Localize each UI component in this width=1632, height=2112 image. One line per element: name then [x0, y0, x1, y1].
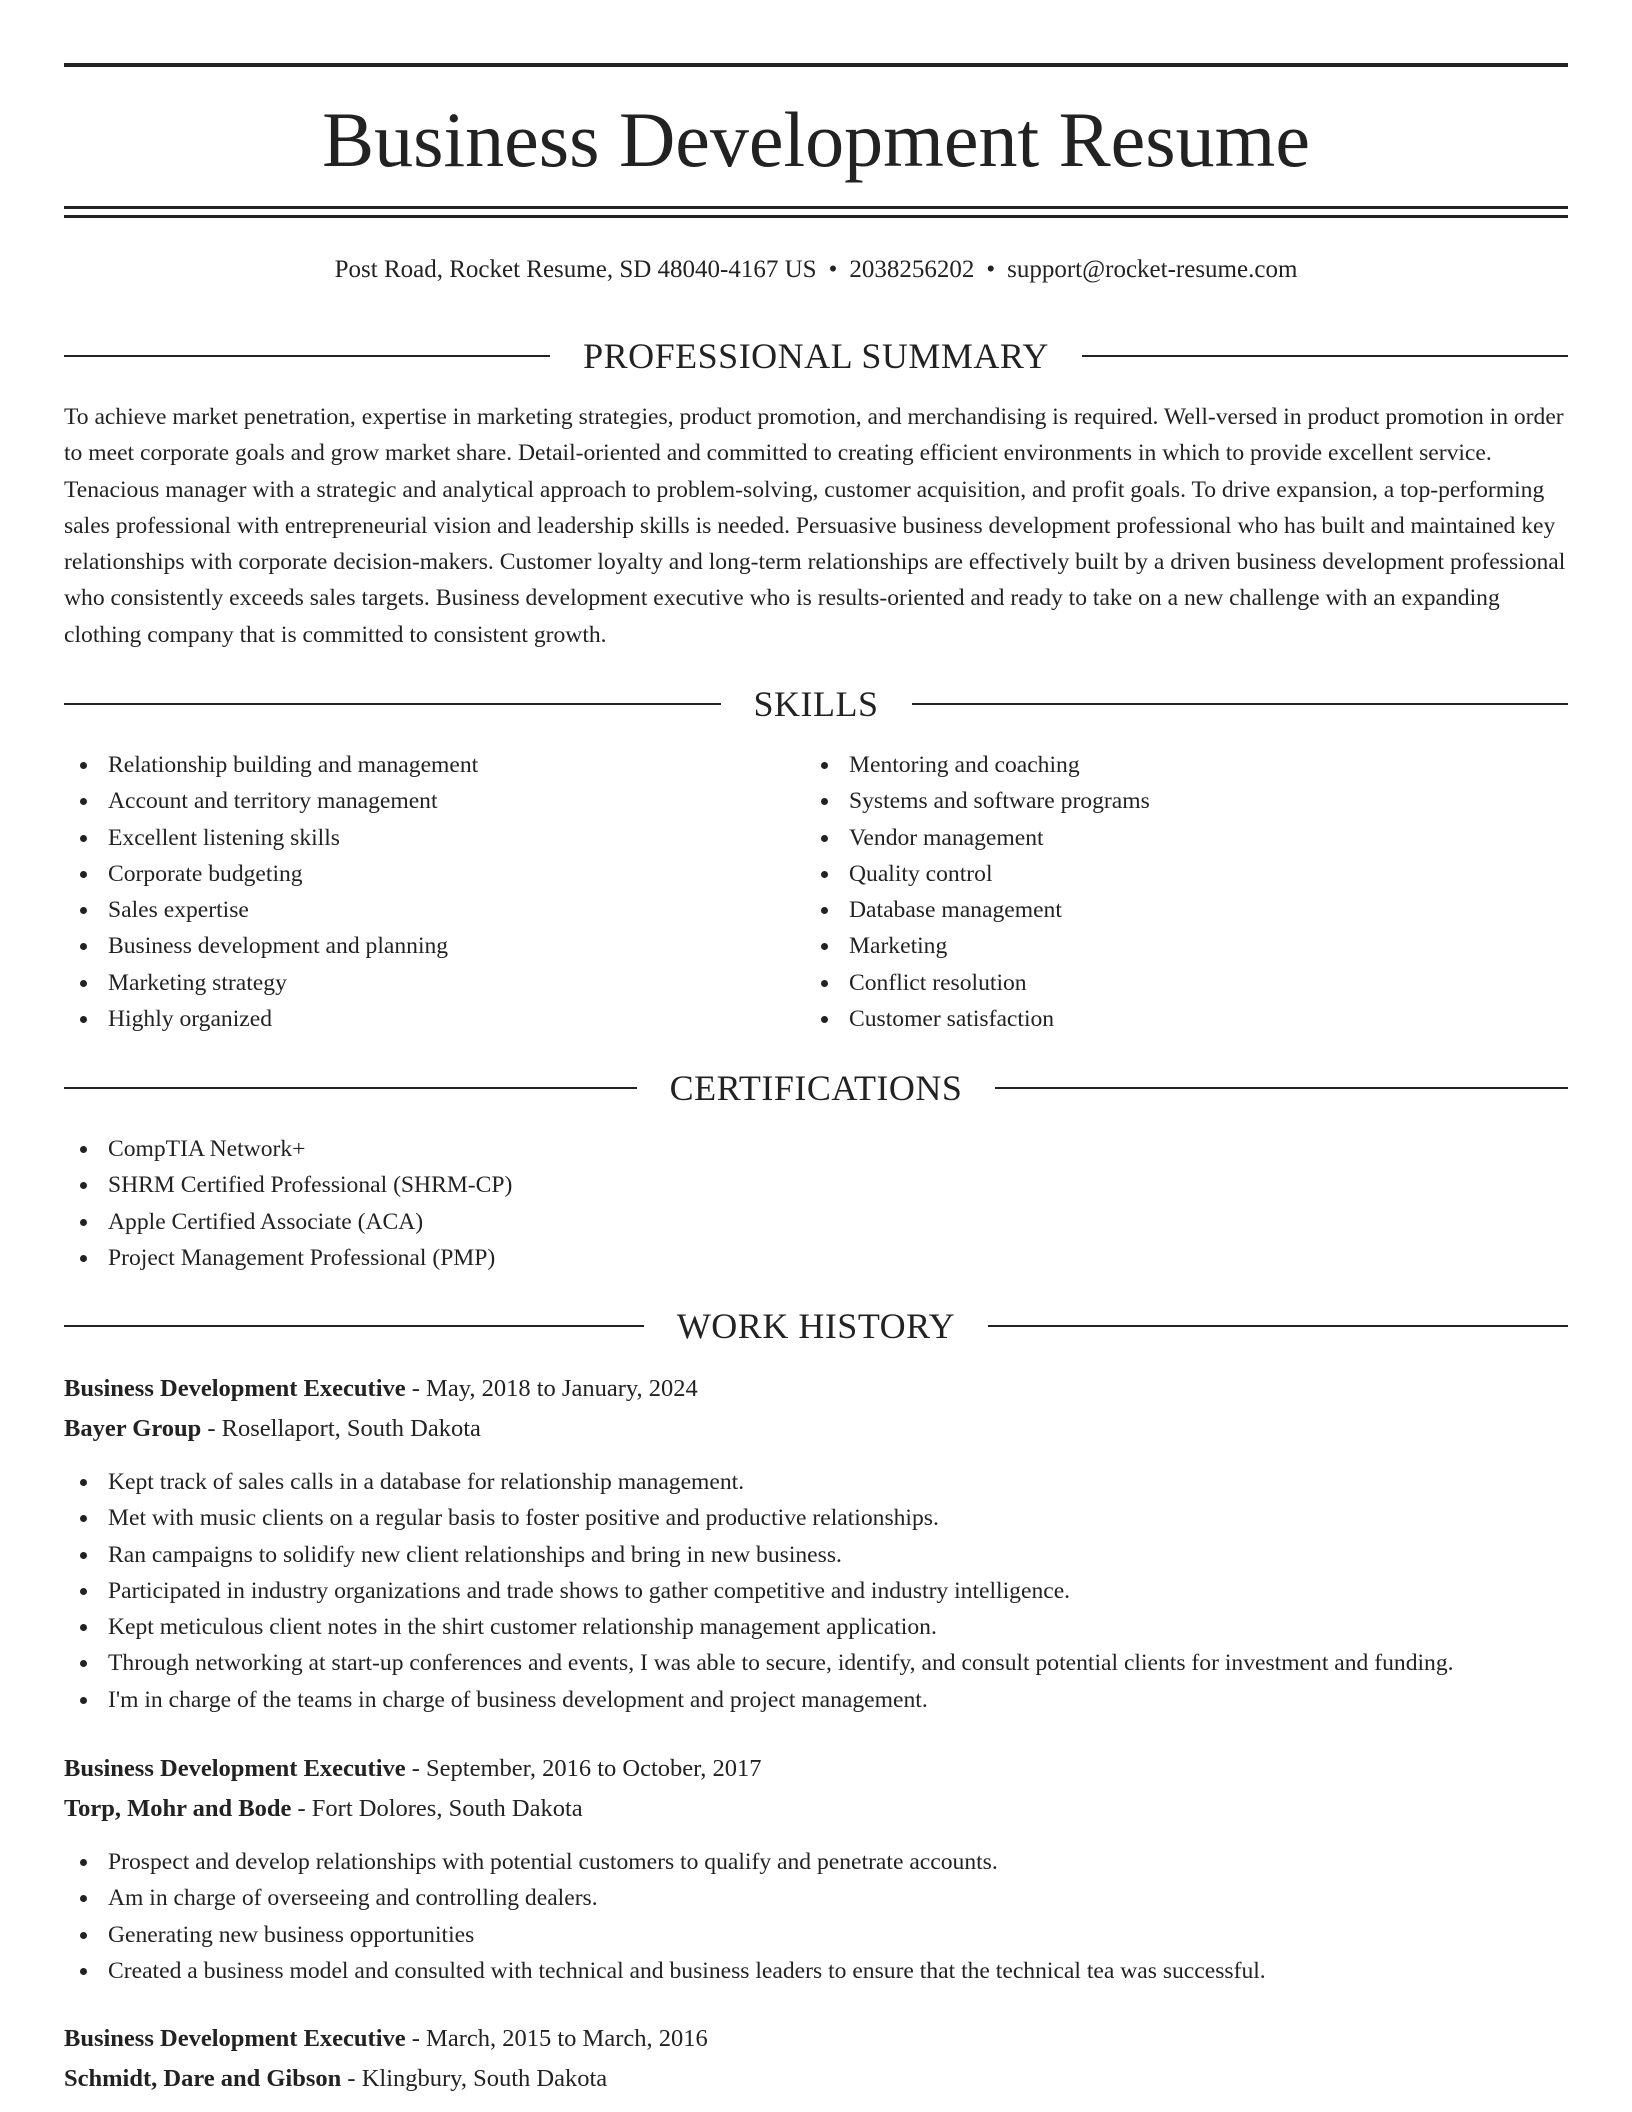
work-history-heading-label: WORK HISTORY: [676, 1306, 956, 1346]
skill-item: Marketing strategy: [64, 965, 764, 1001]
job-bullet: Generating new business opportunities: [64, 1917, 1568, 1953]
skill-item: Mentoring and coaching: [805, 747, 1505, 783]
heading-rule-left: [64, 1087, 637, 1089]
skills-list-left: [64, 747, 764, 1037]
skill-item: Customer satisfaction: [805, 1001, 1505, 1037]
header-top-rule: [64, 63, 1568, 67]
skill-item: Corporate budgeting: [64, 856, 764, 892]
job-bullet: Through networking at start-up conferences and events, I was able to secure, identify, and consult potential clients for investment and funding.: [64, 1645, 1568, 1681]
certification-item: CompTIA Network+: [64, 1131, 512, 1167]
heading-rule-left: [64, 703, 721, 705]
certification-item: Apple Certified Associate (ACA): [64, 1204, 512, 1240]
contact-line: [64, 252, 1568, 288]
skills-heading-label: SKILLS: [753, 684, 879, 724]
summary-text: To achieve market penetration, expertise in marketing strategies, product promotion, and merchandising is required. Well-versed in product promotion in order to meet corporate goals and grow market share. Detail-oriented and committed to creating efficient environments in which to provide excellent service. Tenacious manager with a strategic and analytical approach to problem-solving, customer acquisition, and profit goals. To drive expansion, a top-performing sales professional with entrepreneurial vision and leadership skills is needed. Persuasive business development professional who has built and maintained key relationships with corporate decision-makers. Customer loyalty and long-term relationships are effectively built by a driven business development professional who consistently exceeds sales targets. Business development executive who is results-oriented and ready to take on a new challenge with an expanding clothing company that is committed to consistent growth.: [64, 404, 1566, 648]
job-location: - Klingbury, South Dakota: [341, 2065, 608, 2092]
job-bullet: Ran campaigns to solidify new client relationships and bring in new business.: [64, 1537, 1568, 1573]
skills-heading: [64, 682, 1568, 726]
job-bullet: Kept track of sales calls in a database for relationship management.: [64, 1464, 1568, 1500]
certification-item: SHRM Certified Professional (SHRM-CP): [64, 1167, 512, 1203]
job-bullet: Created a business model and consulted with technical and business leaders to ensure that the technical tea was successful.: [64, 1953, 1568, 1989]
certification-item: Project Management Professional (PMP): [64, 1240, 512, 1276]
heading-rule-right: [988, 1325, 1568, 1327]
job-dates: - September, 2016 to October, 2017: [405, 1755, 762, 1782]
skill-item: Conflict resolution: [805, 965, 1505, 1001]
contact-phone: 2038256202: [849, 256, 975, 283]
job-bullet: Participated in industry organizations and trade shows to gather competitive and industry intelligence.: [64, 1573, 1568, 1609]
job-dates: - May, 2018 to January, 2024: [405, 1375, 698, 1402]
resume-title: Business Development Resume: [322, 96, 1310, 183]
summary-heading: [64, 334, 1568, 378]
skill-item: Excellent listening skills: [64, 820, 764, 856]
heading-rule-right: [1082, 355, 1568, 357]
skill-item: Business development and planning: [64, 928, 764, 964]
job-bullet: Am in charge of overseeing and controlling dealers.: [64, 1880, 1568, 1916]
job-title-line: [64, 1751, 1568, 1787]
heading-rule-left: [64, 1325, 644, 1327]
heading-rule-right: [995, 1087, 1568, 1089]
job-bullet: Prospect and develop relationships with potential customers to qualify and penetrate accounts.: [64, 1844, 1568, 1880]
job-bullet: Kept meticulous client notes in the shirt customer relationship management application.: [64, 1609, 1568, 1645]
skill-item: Relationship building and management: [64, 747, 764, 783]
contact-address: Post Road, Rocket Resume, SD 48040-4167 US: [334, 256, 817, 283]
job-title: Business Development Executive: [64, 2025, 406, 2052]
job-company-line: [64, 1411, 1568, 1447]
job-title: Business Development Executive: [64, 1375, 406, 1402]
contact-separator: •: [986, 256, 996, 283]
skill-item: Systems and software programs: [805, 783, 1505, 819]
job-company-line: [64, 2061, 1568, 2097]
job-location: - Rosellaport, South Dakota: [201, 1415, 481, 1442]
heading-rule-right: [912, 703, 1569, 705]
header-bottom-rule: [64, 206, 1568, 209]
job-company: Bayer Group: [64, 1415, 202, 1442]
job-company: Schmidt, Dare and Gibson: [64, 2065, 342, 2092]
summary-heading-label: PROFESSIONAL SUMMARY: [583, 336, 1049, 376]
skill-item: Marketing: [805, 928, 1505, 964]
skill-item: Vendor management: [805, 820, 1505, 856]
header-bottom-rule-2: [64, 215, 1568, 218]
certifications-list: [64, 1131, 512, 1276]
job-title-line: [64, 2021, 1568, 2057]
certifications-heading: [64, 1066, 1568, 1110]
skill-item: Sales expertise: [64, 892, 764, 928]
job-company-line: [64, 1791, 1568, 1827]
skill-item: Quality control: [805, 856, 1505, 892]
job-bullets: [64, 1464, 1568, 1718]
job-bullet: I'm in charge of the teams in charge of business development and project management.: [64, 1682, 1568, 1718]
job-bullet: Met with music clients on a regular basis to foster positive and productive relationships.: [64, 1500, 1568, 1536]
job-dates: - March, 2015 to March, 2016: [405, 2025, 708, 2052]
skill-item: Account and territory management: [64, 783, 764, 819]
work-history-heading: [64, 1304, 1568, 1348]
certifications-heading-label: CERTIFICATIONS: [669, 1068, 963, 1108]
job-company: Torp, Mohr and Bode: [64, 1795, 292, 1822]
contact-email: support@rocket-resume.com: [1007, 256, 1298, 283]
heading-rule-left: [64, 355, 550, 357]
skill-item: Highly organized: [64, 1001, 764, 1037]
job-title: Business Development Executive: [64, 1755, 406, 1782]
contact-separator: •: [828, 256, 838, 283]
job-location: - Fort Dolores, South Dakota: [291, 1795, 583, 1822]
job-title-line: [64, 1371, 1568, 1407]
skills-list-right: [805, 747, 1505, 1037]
job-bullets: [64, 1844, 1568, 1989]
skill-item: Database management: [805, 892, 1505, 928]
